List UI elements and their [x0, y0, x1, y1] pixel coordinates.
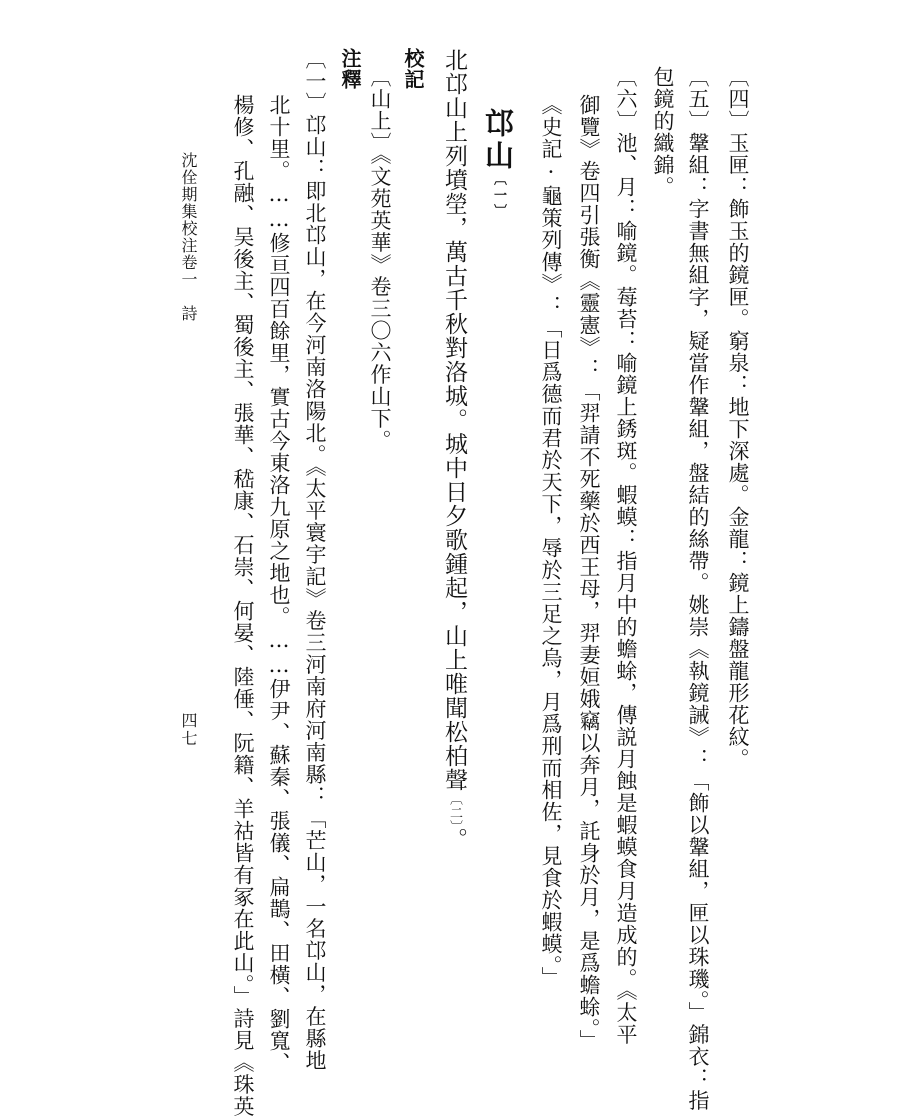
page-number: 四七 — [179, 712, 198, 748]
footnote-marker: 〔一〕 — [491, 172, 506, 220]
collation-entry: 〔山上〕《文苑英華》卷三〇六作山下。 — [368, 66, 392, 452]
annotation-line: 北十里。……修亘四百餘里，實古今東洛九原之地也。……伊尹、蘇秦、張儀、扁鵲、田橫、劉寬、 — [267, 94, 291, 1074]
note-line: 〔五〕鞶組：字書無組字，疑當作鞶組，盤結的絲帶。姚崇《執鏡誡》：「飾以鞶組，匣以珠璣。」錦衣：指 — [686, 66, 710, 1112]
annotations-heading: 注釋 — [338, 48, 362, 90]
note-line: 《史記·龜策列傳》：「日爲德而君於天下，辱於三足之烏，月爲刑而相佐，見食於蝦蟆。」 — [539, 94, 563, 989]
running-title: 沈佺期集校注卷一 詩 — [179, 152, 198, 322]
collation-heading: 校記 — [401, 48, 425, 90]
poem-title-block — [481, 108, 515, 220]
note-line: 〔四〕玉匣：飾玉的鏡匣。窮泉：地下深處。金龍：鏡上鑄盤龍形花紋。 — [726, 66, 750, 770]
annotation-line: 〔一〕邙山：即北邙山，在今河南洛陽北。《太平寰宇記》卷三河南府河南縣：「芒山，一名邙山，在縣地 — [303, 48, 327, 1072]
note-line: 御覽》卷四引張衡《靈憲》：「羿請不死藥於西王母，羿妻姮娥竊以奔月，託身於月，是爲蟾蜍。」 — [577, 94, 601, 1052]
annotation-line: 楊修、孔融、吴後主、蜀後主、張華、嵇康、石崇、何晏、陸倕、阮籍、羊祜皆有冢在此山。」詩見《珠英 — [231, 94, 255, 1118]
poem-text-end: 。 — [441, 827, 467, 852]
footnote-marker: 〔二〕 — [447, 792, 462, 828]
poem-title: 邙山 — [481, 108, 515, 172]
poem-text-block — [442, 48, 465, 852]
note-line: 〔六〕池、月：喻鏡。莓苔：喻鏡上銹斑。蝦蟆：指月中的蟾蜍，傳説月蝕是蝦蟆食月造成的。《太平 — [614, 66, 638, 1046]
poem-text: 北邙山上列墳塋，萬古千秋對洛城。城中日夕歌鍾起，山上唯聞松柏聲 — [441, 48, 467, 792]
note-line: 包鏡的織錦。 — [651, 66, 675, 198]
